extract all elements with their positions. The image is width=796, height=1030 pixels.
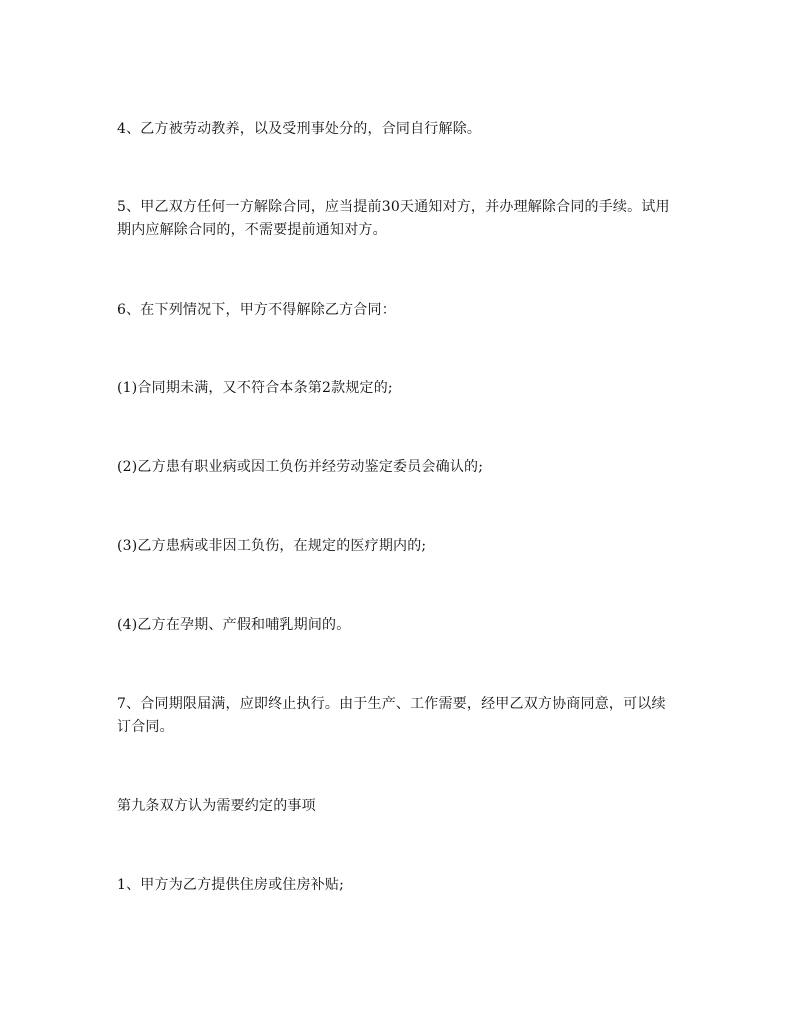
paragraph-item-5: 5、甲乙双方任何一方解除合同，应当提前30天通知对方，并办理解除合同的手续。试用期内应解除合同的，不需要提前通知对方。 (117, 199, 670, 238)
paragraph-item-4: 4、乙方被劳动教养，以及受刑事处分的，合同自行解除。 (117, 121, 482, 137)
paragraph-subitem-1: (1)合同期未满，又不符合本条第2款规定的; (117, 380, 393, 396)
paragraph-article-9-item-1: 1、甲方为乙方提供住房或住房补贴; (117, 877, 345, 893)
paragraph-subitem-2: (2)乙方患有职业病或因工负伤并经劳动鉴定委员会确认的; (117, 459, 484, 475)
paragraph-item-7: 7、合同期限届满，应即终止执行。由于生产、工作需要，经甲乙双方协商同意，可以续订合同。 (117, 696, 666, 735)
paragraph-subitem-4: (4)乙方在孕期、产假和哺乳期间的。 (117, 617, 351, 633)
section-heading-article-9: 第九条双方认为需要约定的事项 (117, 798, 316, 814)
paragraph-subitem-3: (3)乙方患病或非因工负伤，在规定的医疗期内的; (117, 538, 427, 554)
paragraph-item-6: 6、在下列情况下，甲方不得解除乙方合同： (117, 302, 396, 318)
